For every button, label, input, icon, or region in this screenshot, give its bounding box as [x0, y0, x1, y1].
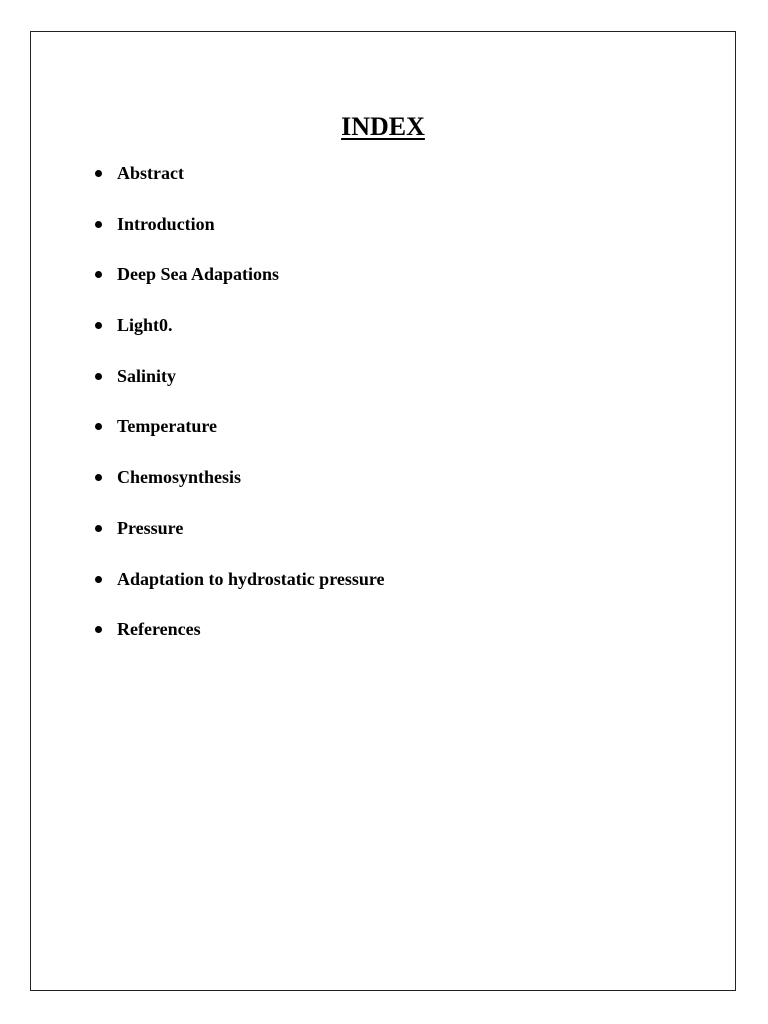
list-item-label: Adaptation to hydrostatic pressure	[117, 568, 385, 589]
page-title: INDEX	[341, 112, 425, 141]
list-item-label: Temperature	[117, 416, 217, 437]
bullet-icon	[95, 576, 102, 583]
list-item-label: References	[117, 619, 201, 640]
list-item-label: Light0.	[117, 315, 173, 336]
document-page	[30, 31, 736, 991]
bullet-icon	[95, 271, 102, 278]
bullet-icon	[95, 525, 102, 532]
bullet-icon	[95, 221, 102, 228]
list-item-label: Deep Sea Adapations	[117, 264, 280, 285]
list-item-label: Introduction	[117, 213, 215, 234]
bullet-icon	[95, 373, 102, 380]
list-item-label: Abstract	[117, 163, 184, 183]
list-item-label: Pressure	[117, 517, 184, 538]
bullet-icon	[95, 322, 102, 329]
bullet-icon	[95, 170, 102, 177]
list-item-label: Salinity	[117, 365, 177, 386]
bullet-icon	[95, 626, 102, 633]
bullet-icon	[95, 423, 102, 430]
list-item-label: Chemosynthesis	[117, 467, 242, 488]
bullet-icon	[95, 474, 102, 481]
